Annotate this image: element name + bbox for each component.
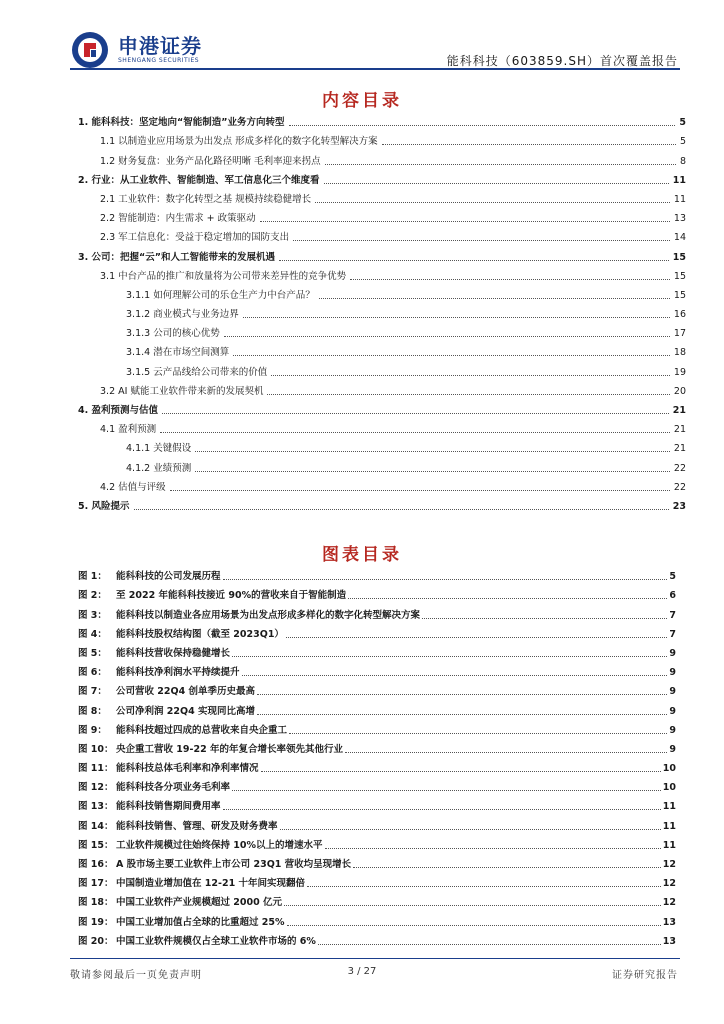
- brand-name-cn: 申港证券: [118, 34, 202, 58]
- figure-number: 图 10：: [78, 743, 114, 755]
- toc-entry-page: 13: [673, 213, 686, 225]
- toc-entry-label: 3.1.4 潜在市场空间测算: [126, 347, 230, 359]
- toc-entry-label: 4. 盈利预测与估值: [78, 405, 159, 416]
- dot-leader: [287, 924, 661, 926]
- figure-title: 中国工业软件产业规模超过 2000 亿元: [116, 897, 283, 909]
- figure-entry[interactable]: [78, 737, 676, 756]
- dot-leader: [170, 489, 670, 491]
- figure-entry[interactable]: [78, 775, 676, 794]
- toc-entry-label: 3.1.1 如何理解公司的乐仓生产力中台产品？: [126, 289, 315, 301]
- figure-entry[interactable]: [78, 641, 676, 660]
- toc-entry[interactable]: [78, 110, 686, 129]
- toc-entry-page: 22: [673, 481, 686, 493]
- figure-title: 至 2022 年能科科技接近 90%的营收来自于智能制造: [116, 590, 347, 602]
- dot-leader: [257, 713, 667, 715]
- figure-number: 图 4：: [78, 628, 107, 640]
- toc-entry-page: 11: [673, 193, 686, 205]
- figure-entry[interactable]: [78, 564, 676, 583]
- figure-number: 图 15：: [78, 839, 114, 851]
- figure-page: 6: [669, 590, 676, 602]
- dot-leader: [350, 278, 670, 280]
- dot-leader: [315, 201, 670, 203]
- figure-entry[interactable]: [78, 583, 676, 602]
- toc-entry-page: 5: [679, 117, 686, 129]
- toc-entry-label: 4.1.2 业绩预测: [126, 462, 192, 474]
- figure-title: 能科科技销售、管理、研发及财务费率: [116, 820, 278, 832]
- figure-entry[interactable]: [78, 622, 676, 641]
- figure-number: 图 2：: [78, 590, 107, 602]
- figure-title: 中国制造业增加值在 12-21 十年间实现翻倍: [116, 878, 305, 890]
- figure-number: 图 1：: [78, 571, 107, 583]
- table-of-contents: [78, 110, 686, 513]
- report-title: 能科科技（603859.SH）首次覆盖报告: [446, 54, 678, 68]
- toc-entry[interactable]: [78, 475, 686, 494]
- toc-entry-label: 4.1.1 关键假设: [126, 443, 192, 455]
- toc-entry[interactable]: [78, 283, 686, 302]
- dot-leader: [284, 904, 661, 906]
- figure-number: 图 14：: [78, 820, 114, 832]
- figure-page: 9: [669, 647, 676, 659]
- toc-entry-page: 5: [679, 136, 686, 148]
- figure-page: 7: [669, 628, 676, 640]
- toc-entry[interactable]: [78, 398, 686, 417]
- toc-entry[interactable]: [78, 244, 686, 263]
- figure-number: 图 11：: [78, 763, 114, 775]
- figure-title: 公司净利润 22Q4 实现同比高增: [116, 705, 256, 717]
- dot-leader: [293, 239, 670, 241]
- toc-entry-label: 2.3 军工信息化：受益于稳定增加的国防支出: [100, 232, 290, 244]
- toc-entry-page: 20: [673, 385, 686, 397]
- figures-title: 图表目录: [322, 545, 402, 565]
- figure-number: 图 5：: [78, 647, 107, 659]
- figure-entry[interactable]: [78, 852, 676, 871]
- toc-entry-label: 3. 公司：把握“云”和人工智能带来的发展机遇: [78, 251, 276, 263]
- figure-title: 能科科技以制造业各应用场景为出发点形成多样化的数字化转型解决方案: [116, 609, 421, 621]
- toc-entry[interactable]: [78, 187, 686, 206]
- figure-number: 图 3：: [78, 609, 107, 621]
- figure-entry[interactable]: [78, 871, 676, 890]
- figure-page: 10: [662, 763, 676, 775]
- figure-page: 9: [669, 724, 676, 736]
- figure-number: 图 6：: [78, 667, 107, 679]
- footer-doc-type: 证券研究报告: [612, 970, 678, 981]
- dot-leader: [422, 617, 667, 619]
- toc-entry-label: 3.1.2 商业模式与业务边界: [126, 309, 239, 321]
- dot-leader: [160, 431, 670, 433]
- figure-page: 10: [662, 782, 676, 794]
- dot-leader: [134, 508, 669, 510]
- footer-disclaimer: 敬请参阅最后一页免责声明: [70, 970, 202, 981]
- dot-leader: [348, 597, 667, 599]
- toc-entry[interactable]: [78, 148, 686, 167]
- figure-entry[interactable]: [78, 833, 676, 852]
- toc-entry-page: 15: [673, 289, 686, 301]
- figure-entry[interactable]: [78, 660, 676, 679]
- figure-page: 9: [669, 743, 676, 755]
- figure-number: 图 12：: [78, 782, 114, 794]
- toc-entry[interactable]: [78, 321, 686, 340]
- figure-page: 12: [662, 897, 676, 909]
- dot-leader: [260, 220, 670, 222]
- figure-entry[interactable]: [78, 813, 676, 832]
- dot-leader: [325, 847, 661, 849]
- figure-entry[interactable]: [78, 756, 676, 775]
- figure-number: 图 17：: [78, 878, 114, 890]
- toc-entry[interactable]: [78, 168, 686, 187]
- header-divider: [70, 68, 680, 70]
- toc-entry-label: 1.1 以制造业应用场景为出发点 形成多样化的数字化转型解决方案: [100, 136, 378, 148]
- figure-entry[interactable]: [78, 794, 676, 813]
- toc-entry[interactable]: [78, 436, 686, 455]
- figure-number: 图 7：: [78, 686, 107, 698]
- toc-entry[interactable]: [78, 264, 686, 283]
- figure-title: 能科科技的公司发展历程: [116, 571, 221, 583]
- figure-entry[interactable]: [78, 698, 676, 717]
- figure-page: 13: [662, 916, 676, 928]
- toc-entry-page: 19: [673, 366, 686, 378]
- dot-leader: [279, 259, 669, 261]
- figure-number: 图 8：: [78, 705, 107, 717]
- figure-number: 图 9：: [78, 724, 107, 736]
- figure-entry[interactable]: [78, 909, 676, 928]
- dot-leader: [353, 866, 661, 868]
- dot-leader: [324, 182, 669, 184]
- figure-page: 9: [669, 667, 676, 679]
- figure-number: 图 20：: [78, 935, 114, 947]
- contents-title: 内容目录: [322, 91, 402, 111]
- figure-page: 11: [662, 839, 676, 851]
- dot-leader: [267, 393, 669, 395]
- brand-name-en: SHENGANG SECURITIES: [118, 57, 200, 64]
- figure-page: 9: [669, 705, 676, 717]
- figure-page: 12: [662, 859, 676, 870]
- figure-entry[interactable]: [78, 929, 676, 948]
- dot-leader: [224, 335, 670, 337]
- dot-leader: [289, 124, 676, 126]
- toc-entry[interactable]: [78, 340, 686, 359]
- figure-page: 9: [669, 686, 676, 698]
- toc-entry[interactable]: [78, 129, 686, 148]
- dot-leader: [242, 674, 668, 676]
- toc-entry-page: 21: [672, 405, 686, 416]
- toc-entry-label: 1.2 财务复盘：业务产品化路径明晰 毛利率迎来拐点: [100, 155, 321, 167]
- page-header: [0, 0, 724, 70]
- figure-title: 央企重工营收 19-22 年的年复合增长率领先其他行业: [116, 743, 343, 755]
- figure-title: 能科科技净利润水平持续提升: [116, 667, 240, 679]
- dot-leader: [382, 143, 676, 145]
- figure-number: 图 13：: [78, 801, 114, 813]
- figure-page: 7: [669, 609, 676, 621]
- toc-entry-page: 15: [673, 270, 686, 282]
- toc-entry[interactable]: [78, 417, 686, 436]
- toc-entry-page: 21: [673, 443, 686, 455]
- dot-leader: [233, 354, 670, 356]
- footer-divider: [70, 958, 680, 959]
- dot-leader: [232, 655, 667, 657]
- dot-leader: [325, 163, 676, 165]
- figure-page: 13: [662, 935, 676, 947]
- dot-leader: [232, 789, 661, 791]
- dot-leader: [280, 828, 661, 830]
- figure-number: 图 18：: [78, 897, 114, 909]
- toc-entry[interactable]: [78, 494, 686, 513]
- toc-entry-page: 17: [673, 328, 686, 340]
- figure-number: 图 16：: [78, 859, 114, 870]
- figure-page: 12: [662, 878, 676, 890]
- page-number: 3 / 27: [347, 966, 377, 977]
- figure-title: 中国工业增加值占全球的比重超过 25%: [116, 916, 285, 928]
- figure-entry[interactable]: [78, 890, 676, 909]
- figure-title: 中国工业软件规模仅占全球工业软件市场的 6%: [116, 935, 316, 947]
- toc-entry-label: 3.1.5 云产品线给公司带来的价值: [126, 366, 268, 378]
- dot-leader: [319, 297, 670, 299]
- toc-entry-label: 1. 能科科技：坚定地向“智能制造”业务方向转型: [78, 117, 285, 129]
- figure-number: 图 19：: [78, 916, 114, 928]
- toc-entry[interactable]: [78, 225, 686, 244]
- toc-entry-label: 2.2 智能制造：内生需求 + 政策驱动: [100, 213, 256, 225]
- dot-leader: [286, 636, 667, 638]
- toc-entry-page: 11: [672, 174, 686, 186]
- dot-leader: [195, 470, 670, 472]
- toc-entry-page: 15: [672, 251, 686, 263]
- toc-entry-label: 3.1 中台产品的推广和放量将为公司带来差异性的竞争优势: [100, 270, 347, 282]
- figure-page: 11: [662, 801, 676, 813]
- figure-entry[interactable]: [78, 602, 676, 621]
- dot-leader: [289, 732, 667, 734]
- toc-entry[interactable]: [78, 359, 686, 378]
- toc-entry-page: 22: [673, 462, 686, 474]
- figure-page: 11: [662, 820, 676, 832]
- figure-title: 能科科技各分项业务毛利率: [116, 782, 231, 794]
- dot-leader: [261, 770, 661, 772]
- toc-entry-page: 16: [673, 309, 686, 321]
- figure-list: [78, 564, 676, 948]
- toc-entry-label: 3.1.3 公司的核心优势: [126, 328, 220, 340]
- toc-entry-page: 14: [673, 232, 686, 244]
- figure-title: 公司营收 22Q4 创单季历史最高: [116, 686, 256, 698]
- dot-leader: [318, 943, 661, 945]
- toc-entry-label: 4.1 盈利预测: [100, 424, 157, 436]
- figure-title: 工业软件规模过往始终保持 10%以上的增速水平: [116, 839, 323, 851]
- dot-leader: [195, 450, 670, 452]
- figure-entry[interactable]: [78, 718, 676, 737]
- figure-title: A 股市场主要工业软件上市公司 23Q1 营收均呈现增长: [116, 859, 352, 870]
- toc-entry-page: 8: [679, 155, 686, 167]
- figure-page: 5: [669, 571, 676, 583]
- toc-entry-label: 4.2 估值与评级: [100, 481, 166, 493]
- brand-logo: [70, 30, 202, 70]
- dot-leader: [223, 808, 661, 810]
- toc-entry-label: 3.2 AI 赋能工业软件带来新的发展契机: [100, 385, 264, 397]
- toc-entry[interactable]: [78, 379, 686, 398]
- dot-leader: [223, 578, 668, 580]
- figure-title: 能科科技销售期间费用率: [116, 801, 221, 813]
- toc-entry[interactable]: [78, 455, 686, 474]
- figure-title: 能科科技股权结构图（截至 2023Q1）: [116, 628, 284, 640]
- toc-entry[interactable]: [78, 302, 686, 321]
- toc-entry[interactable]: [78, 206, 686, 225]
- dot-leader: [271, 374, 670, 376]
- dot-leader: [257, 693, 667, 695]
- figure-title: 能科科技超过四成的总营收来自央企重工: [116, 724, 288, 736]
- toc-entry-label: 5. 风险提示: [78, 500, 130, 512]
- toc-entry-label: 2. 行业：从工业软件、智能制造、军工信息化三个维度看: [78, 174, 320, 186]
- figure-title: 能科科技总体毛利率和净利率情况: [116, 763, 259, 775]
- dot-leader: [243, 316, 670, 318]
- figure-title: 能科科技营收保持稳健增长: [116, 647, 231, 659]
- dot-leader: [345, 751, 667, 753]
- dot-leader: [307, 885, 661, 887]
- dot-leader: [162, 412, 669, 414]
- brand-logo-icon: [70, 30, 110, 70]
- toc-entry-page: 21: [673, 424, 686, 436]
- figure-entry[interactable]: [78, 679, 676, 698]
- toc-entry-page: 23: [672, 500, 686, 512]
- toc-entry-page: 18: [673, 347, 686, 359]
- toc-entry-label: 2.1 工业软件：数字化转型之基 规模持续稳健增长: [100, 193, 312, 205]
